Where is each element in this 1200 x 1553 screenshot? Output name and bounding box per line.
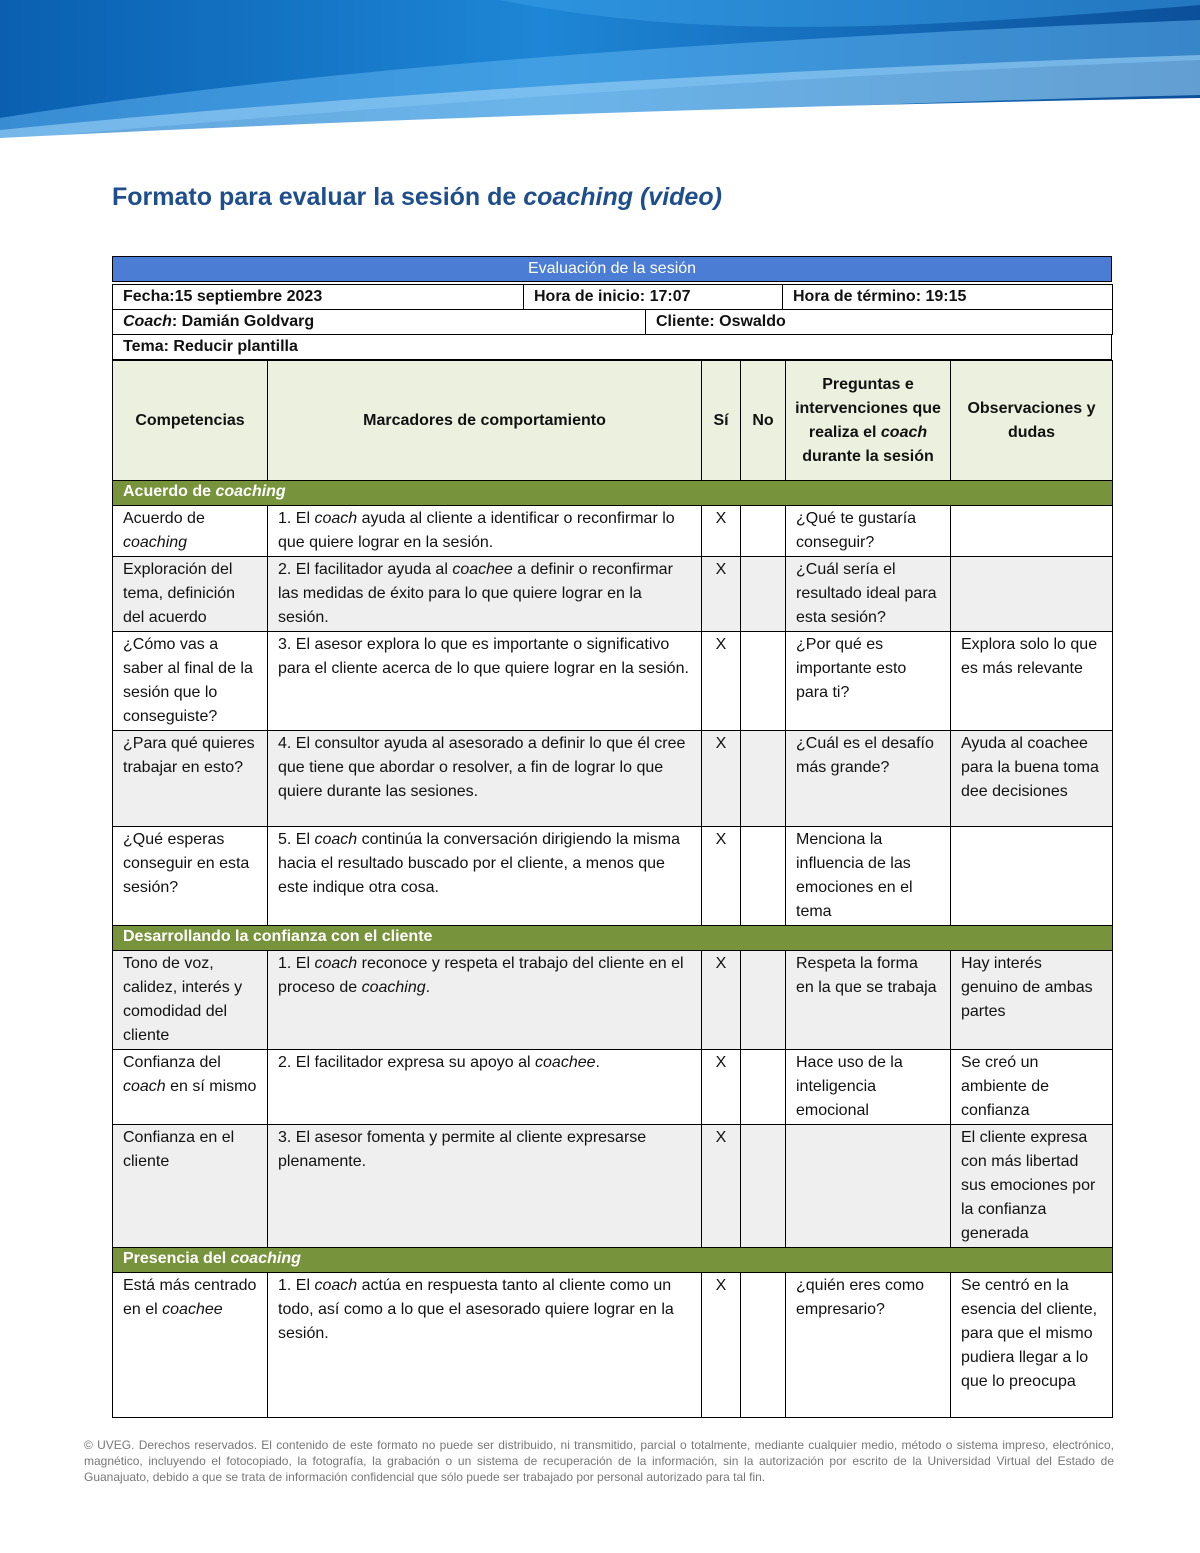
competencia-text-2: en sí mismo [165,1078,257,1095]
cell-si: X [702,1050,741,1125]
marcador-text-2: ayuda al cliente a identificar o reconfirmar lo que quiere lograr en la sesión. [278,510,675,551]
copyright-footer: © UVEG. Derechos reservados. El contenido de este formato no puede ser distribuido, ni transmitido, parcial o totalmente, mediante cualquier medio, método o sistema impreso, electrónico, magnético, incluyendo el fotocopiado, la fotografía, la grabación o un sistema de recuperación de la información, sin la autorización por escrito de la Universidad Virtual del Estado de Guanajuato, debido a que se trata de información confidencial que sólo puede ser trabajado por personal autorizado para tal fin. [84,1438,1114,1484]
section-acuerdo-text: Acuerdo de [123,483,216,500]
competencia-text: Confianza del [123,1054,221,1071]
cell-pregunta: Menciona la influencia de las emociones en el tema [786,827,951,926]
session-coach [113,310,646,335]
section-presencia-italic: coaching [230,1250,301,1267]
marcador-italic-2: coaching [361,979,426,996]
section-presencia [113,1248,1113,1273]
coach-value: : Damián Goldvarg [171,313,315,330]
cell-observacion [951,827,1113,926]
cell-competencia: ¿Qué esperas conseguir en esta sesión? [113,827,268,926]
col-preguntas-italic: coach [880,423,928,441]
cell-no [741,506,786,557]
session-topic-row [112,334,1112,360]
cell-competencia: Confianza en el cliente [113,1125,268,1248]
section-presencia-text: Presencia del [123,1250,231,1267]
cell-marcador: 3. El asesor explora lo que es importante o significativo para el cliente acerca de lo que quiere lograr en la sesión. [268,632,702,731]
table-row [113,1050,1113,1125]
competencia-text: Está más centrado en el [123,1277,257,1318]
marcador-italic: coach [314,510,358,527]
cell-pregunta: Hace uso de la inteligencia emocional [786,1050,951,1125]
cell-pregunta: ¿quién eres como empresario? [786,1273,951,1418]
marcador-text-2: . [595,1054,600,1071]
section-confianza [113,926,1113,951]
marcador-text-2: reconoce y respeta el trabajo del cliente en el proceso de [278,955,684,996]
col-preguntas [786,361,951,481]
session-date: Fecha:15 septiembre 2023 [113,285,524,310]
cell-marcador [268,1273,702,1418]
marcador-text: 2. El facilitador expresa su apoyo al [278,1054,536,1071]
cell-si: X [702,557,741,632]
cell-observacion [951,506,1113,557]
marcador-text-3: . [425,979,431,996]
page-title-italic: coaching (video) [523,183,722,211]
cell-si: X [702,951,741,1050]
marcador-italic: coachee [452,561,513,578]
cell-no [741,1273,786,1418]
cell-no [741,1125,786,1248]
header-banner [0,0,1200,148]
cell-pregunta: ¿Cuál es el desafío más grande? [786,731,951,827]
cell-observacion: Hay interés genuino de ambas partes [951,951,1113,1050]
cell-pregunta: ¿Qué te gustaría conseguir? [786,506,951,557]
table-row [113,506,1113,557]
cell-si: X [702,1273,741,1418]
cell-no [741,557,786,632]
cell-observacion: El cliente expresa con más libertad sus emociones por la confianza generada [951,1125,1113,1248]
cell-si: X [702,506,741,557]
session-start-time: Hora de inicio: 17:07 [524,285,783,310]
col-observaciones: Observaciones y dudas [951,361,1113,481]
cell-pregunta: ¿Por qué es importante esto para ti? [786,632,951,731]
cell-pregunta [786,1125,951,1248]
marcador-text-2: actúa en respuesta tanto al cliente como un todo, así como a lo que el asesorado quiere lograr en la sesión. [278,1277,674,1342]
cell-pregunta: ¿Cuál sería el resultado ideal para esta sesión? [786,557,951,632]
marcador-italic: coach [314,955,358,972]
section-presencia-label [113,1248,1113,1273]
col-marcadores: Marcadores de comportamiento [268,361,702,481]
page-title-main: Formato para evaluar la sesión de [112,183,524,211]
session-header-table [112,256,1112,282]
cell-si: X [702,731,741,827]
col-preguntas-text-1: Preguntas e intervenciones que realiza el [795,375,941,441]
cell-competencia [113,1273,268,1418]
table-row [113,632,1113,731]
cell-marcador: 3. El asesor fomenta y permite al cliente expresarse plenamente. [268,1125,702,1248]
cell-observacion: Se centró en la esencia del cliente, para que el mismo pudiera llegar a lo que lo preocupa [951,1273,1113,1418]
marcador-text: 1. El [278,1277,315,1294]
table-row [113,827,1113,926]
cell-si: X [702,1125,741,1248]
competencia-italic: coach [123,1078,166,1095]
col-no: No [741,361,786,481]
section-acuerdo [113,481,1113,506]
col-preguntas-text-2: durante la sesión [802,447,934,465]
competencia-italic: coachee [162,1301,223,1318]
coach-label: Coach [123,313,172,330]
section-acuerdo-label [113,481,1113,506]
session-date-row [112,284,1113,310]
table-row [113,951,1113,1050]
competencia-italic: coaching [123,534,188,551]
section-acuerdo-italic: coaching [215,483,286,500]
cell-si: X [702,827,741,926]
cell-competencia: Tono de voz, calidez, interés y comodidad del cliente [113,951,268,1050]
cell-pregunta: Respeta la forma en la que se trabaja [786,951,951,1050]
table-row [113,1273,1113,1418]
cell-observacion: Ayuda al coachee para la buena toma dee decisiones [951,731,1113,827]
table-row [113,557,1113,632]
col-competencias: Competencias [113,361,268,481]
marcador-italic: coach [314,1277,358,1294]
table-row [113,731,1113,827]
section-confianza-label: Desarrollando la confianza con el cliente [113,926,1113,951]
cell-marcador [268,827,702,926]
competencia-text: Acuerdo de [123,510,205,527]
cell-no [741,632,786,731]
cell-marcador [268,1050,702,1125]
cell-competencia [113,506,268,557]
session-end-time: Hora de término: 19:15 [783,285,1113,310]
column-header-row [113,361,1113,481]
cell-marcador: 4. El consultor ayuda al asesorado a definir lo que él cree que tiene que abordar o resolver, a fin de lograr lo que quiere durante las sesiones. [268,731,702,827]
cell-observacion: Explora solo lo que es más relevante [951,632,1113,731]
cell-si: X [702,632,741,731]
marcador-text-2: continúa la conversación dirigiendo la misma hacia el resultado buscado por el cliente, a menos que este indique otra cosa. [278,831,681,896]
cell-marcador [268,951,702,1050]
cell-no [741,951,786,1050]
session-header: Evaluación de la sesión [113,257,1112,282]
cell-no [741,731,786,827]
cell-competencia: ¿Para qué quieres trabajar en esto? [113,731,268,827]
cell-competencia: ¿Cómo vas a saber al final de la sesión que lo conseguiste? [113,632,268,731]
marcador-italic: coachee [535,1054,596,1071]
marcador-text: 1. El [278,510,315,527]
cell-competencia: Exploración del tema, definición del acuerdo [113,557,268,632]
marcador-italic: coach [314,831,358,848]
cell-competencia [113,1050,268,1125]
session-client: Cliente: Oswaldo [646,310,1113,335]
evaluation-table [112,360,1113,1418]
marcador-text: 2. El facilitador ayuda al [278,561,453,578]
marcador-text: 5. El [278,831,315,848]
col-si: Sí [702,361,741,481]
cell-no [741,1050,786,1125]
cell-observacion [951,557,1113,632]
cell-marcador [268,557,702,632]
marcador-text: 1. El [278,955,315,972]
table-row [113,1125,1113,1248]
cell-observacion: Se creó un ambiente de confianza [951,1050,1113,1125]
page-title [112,183,722,212]
cell-marcador [268,506,702,557]
cell-no [741,827,786,926]
marcador-text-2: a definir o reconfirmar las medidas de éxito para lo que quiere lograr en la sesión. [278,561,673,626]
session-people-row [112,309,1113,335]
session-topic: Tema: Reducir plantilla [113,335,1112,360]
